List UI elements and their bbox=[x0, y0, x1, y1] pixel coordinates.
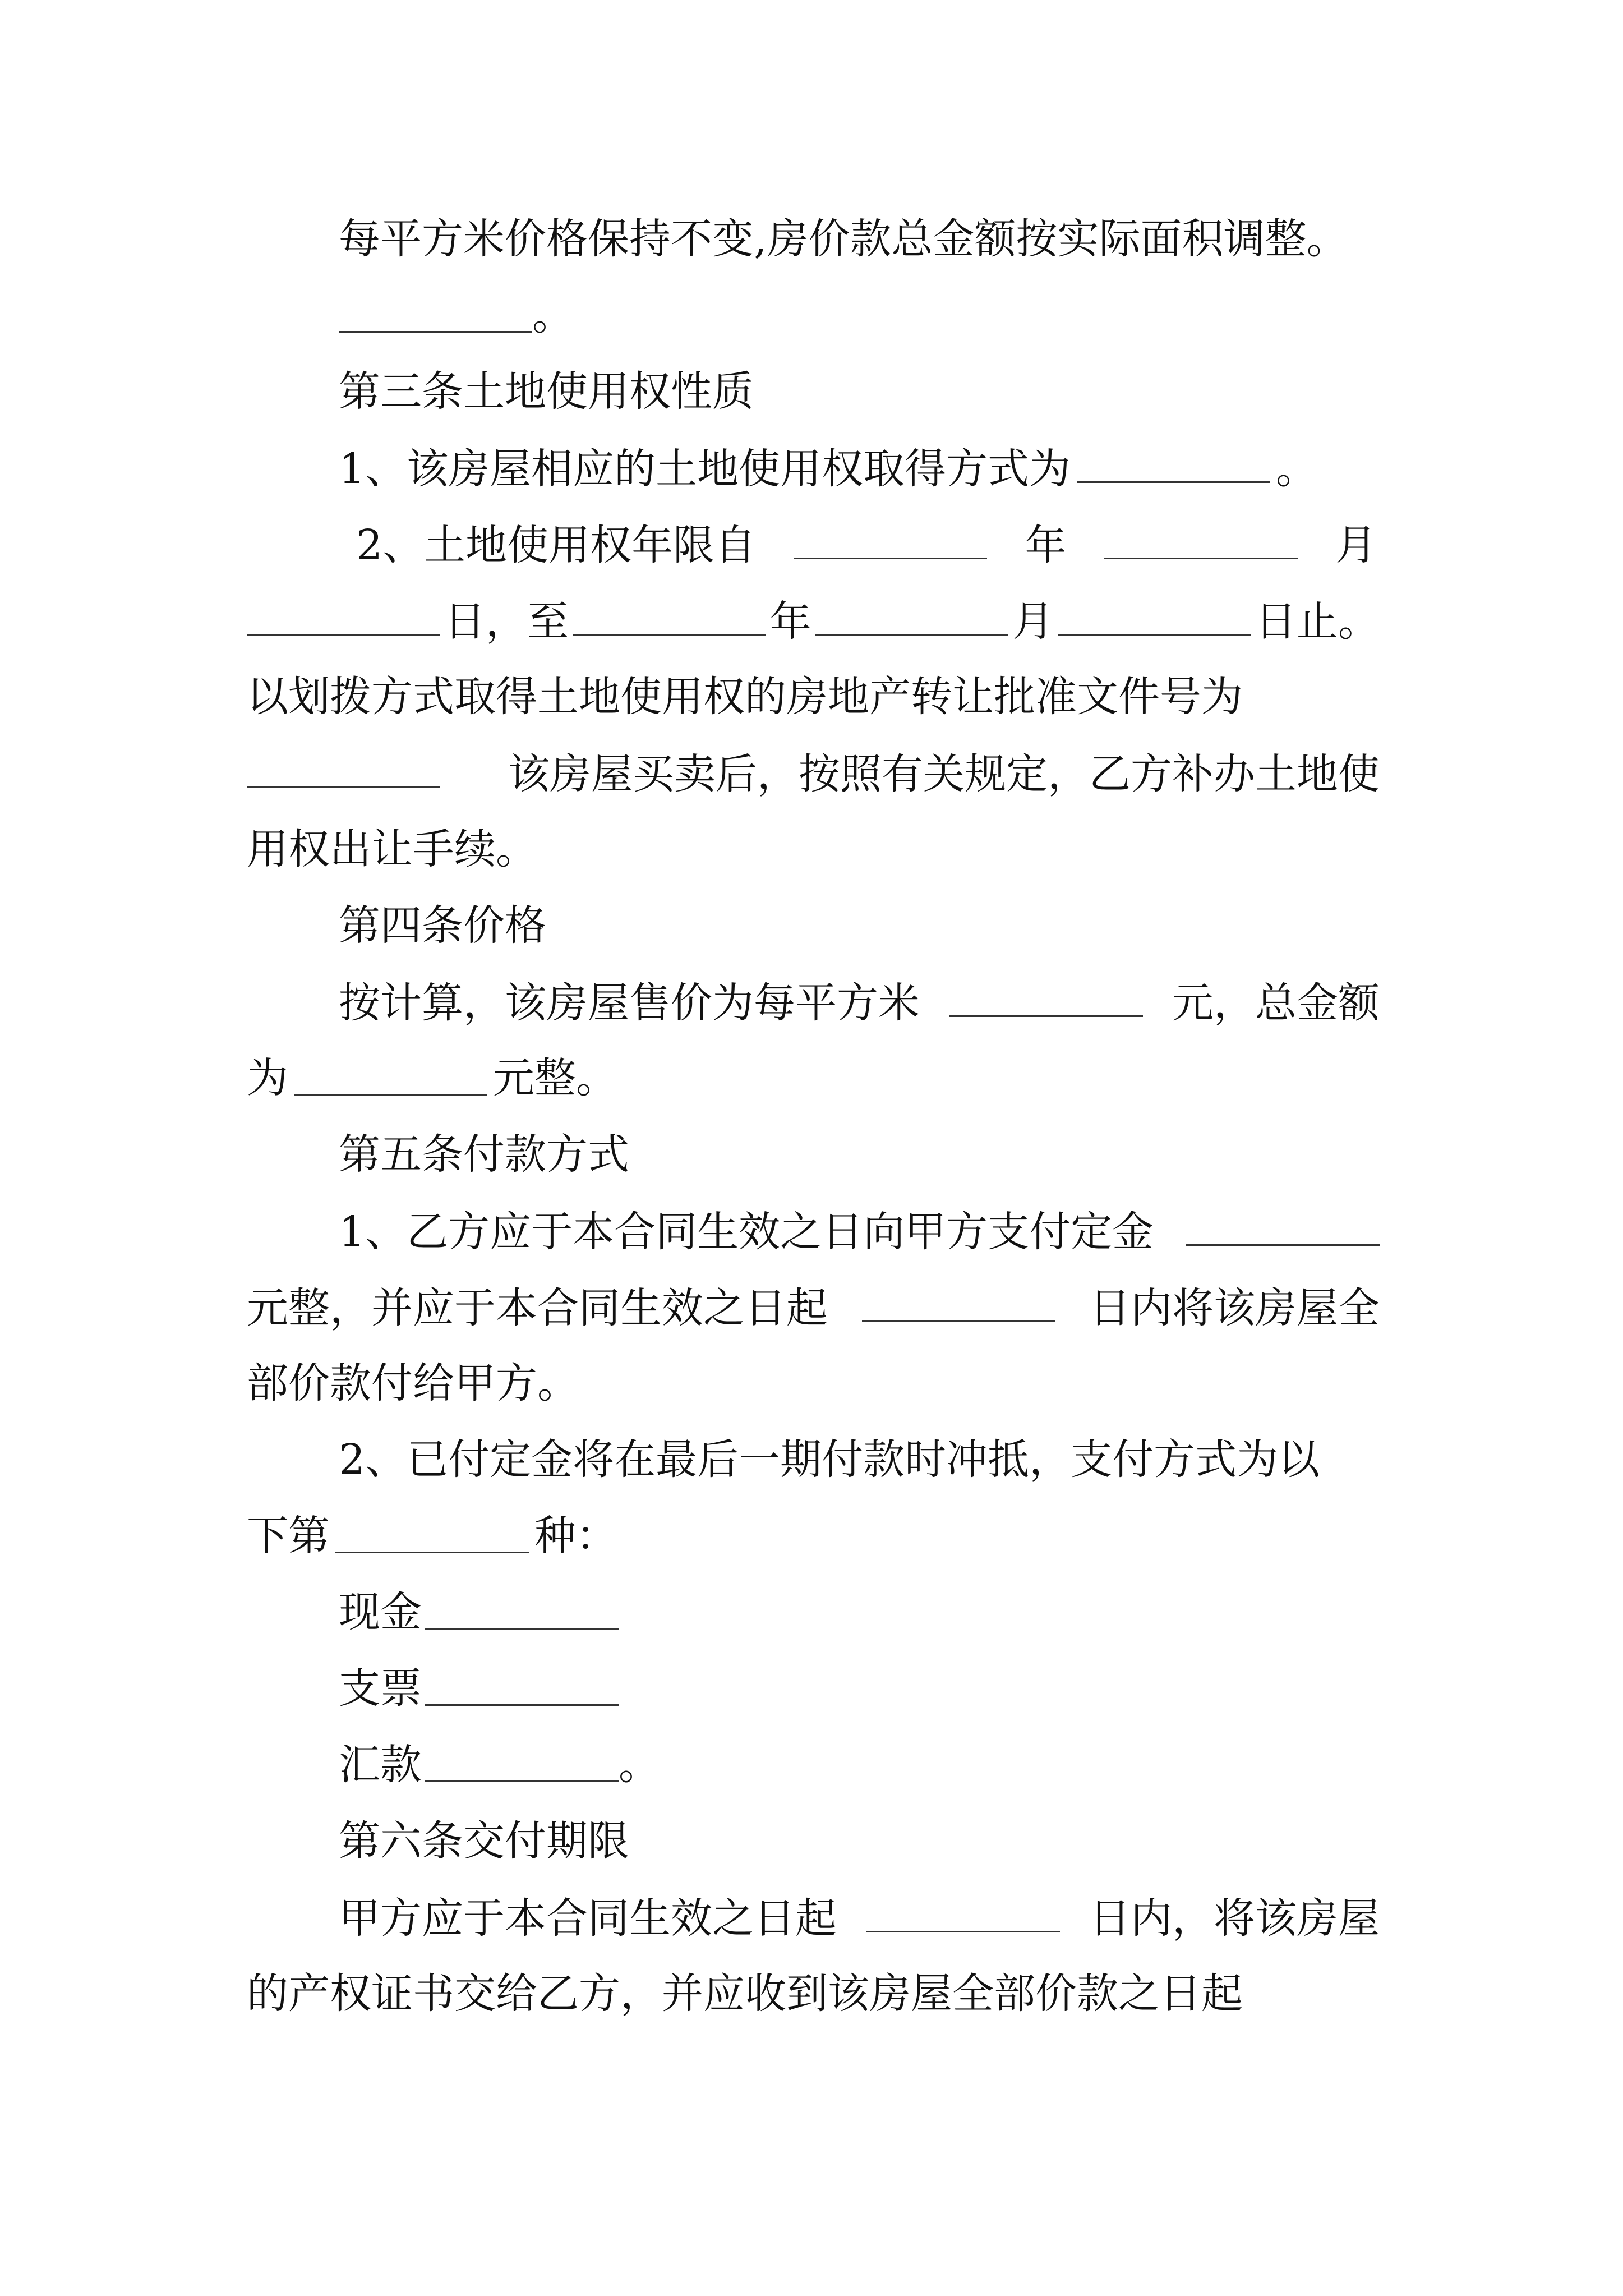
text-line-5 bbox=[356, 516, 1377, 573]
fill-blank bbox=[794, 516, 987, 559]
text-line-21 bbox=[339, 1737, 660, 1793]
text-segment: 。 bbox=[532, 291, 574, 339]
text-segment: 。 bbox=[1276, 445, 1317, 493]
section-heading-text: 第五条付款方式 bbox=[339, 1130, 629, 1179]
text-segment: 汇款 bbox=[339, 1741, 422, 1789]
fill-blank bbox=[815, 592, 1008, 636]
fill-blank bbox=[294, 1052, 487, 1096]
text-segment: 日止。 bbox=[1255, 597, 1380, 646]
text-segment: 种： bbox=[534, 1512, 617, 1560]
text-line-2 bbox=[339, 287, 574, 343]
fill-blank bbox=[425, 1586, 619, 1630]
text-segment: 元整。 bbox=[493, 1054, 617, 1102]
text-segment: 元整，并应于本合同生效之日起 bbox=[247, 1284, 828, 1332]
text-line-8 bbox=[247, 745, 1380, 802]
text-segment: 支票 bbox=[339, 1664, 422, 1713]
text-line-7 bbox=[247, 669, 1380, 725]
text-line-6 bbox=[247, 592, 1380, 650]
text-line-23 bbox=[339, 1889, 1380, 1947]
text-line-4 bbox=[339, 440, 1317, 497]
fill-blank bbox=[1077, 440, 1270, 483]
text-segment: 按计算，该房屋售价为每平方米 bbox=[339, 979, 920, 1027]
text-segment: 月 bbox=[1335, 521, 1377, 569]
text-segment: 现金 bbox=[339, 1588, 422, 1636]
fill-blank bbox=[862, 1279, 1055, 1322]
fill-blank bbox=[1186, 1203, 1380, 1246]
text-segment: 日内，将该房屋 bbox=[1089, 1894, 1380, 1943]
text-segment: 。 bbox=[619, 1741, 660, 1789]
text-line-18 bbox=[247, 1508, 617, 1564]
text-line-16 bbox=[247, 1355, 579, 1411]
text-line-20 bbox=[339, 1660, 619, 1717]
text-segment: 元，总金额 bbox=[1172, 979, 1380, 1027]
text-segment: 的产权证书交给乙方，并应收到该房屋全部价款之日起 bbox=[247, 1970, 1243, 2018]
text-segment: 1、该房屋相应的土地使用权取得方式为 bbox=[339, 445, 1071, 493]
text-segment: 为 bbox=[247, 1054, 288, 1102]
text-segment: 年 bbox=[1025, 521, 1067, 569]
text-segment: 部价款付给甲方。 bbox=[247, 1359, 579, 1407]
text-segment: 2、已付定金将在最后一期付款时冲抵，支付方式为以 bbox=[339, 1435, 1320, 1484]
text-segment: 以划拨方式取得土地使用权的房地产转让批准文件号为 bbox=[247, 673, 1243, 721]
text-segment: 1、乙方应于本合同生效之日向甲方支付定金 bbox=[339, 1208, 1154, 1256]
text-line-11 bbox=[339, 974, 1380, 1031]
fill-blank bbox=[573, 592, 766, 636]
text-segment: 该房屋买卖后，按照有关规定，乙方补办土地使 bbox=[508, 750, 1380, 798]
fill-blank bbox=[949, 974, 1143, 1017]
fill-blank bbox=[339, 289, 532, 333]
fill-blank bbox=[1058, 592, 1251, 636]
fill-blank bbox=[425, 1663, 619, 1706]
section-heading-text: 第三条土地使用权性质 bbox=[339, 367, 754, 416]
fill-blank bbox=[247, 592, 440, 636]
text-segment: 下第 bbox=[247, 1512, 330, 1560]
text-line-14 bbox=[339, 1203, 1380, 1260]
text-line-1 bbox=[339, 211, 1432, 267]
text-segment: 用权出让手续。 bbox=[247, 825, 537, 873]
fill-blank bbox=[1104, 516, 1298, 559]
text-line-12 bbox=[247, 1050, 617, 1106]
section-heading-text: 第四条价格 bbox=[339, 901, 546, 950]
text-line-19 bbox=[339, 1584, 619, 1640]
text-line-15 bbox=[247, 1279, 1380, 1336]
text-segment: 日，至 bbox=[444, 597, 569, 646]
text-line-9 bbox=[247, 821, 537, 877]
section-heading-6 bbox=[339, 1813, 629, 1869]
section-heading-4 bbox=[339, 898, 546, 954]
fill-blank bbox=[335, 1510, 529, 1553]
text-segment: 2、土地使用权年限自 bbox=[356, 521, 757, 569]
fill-blank bbox=[425, 1739, 619, 1782]
text-line-24 bbox=[247, 1966, 1380, 2022]
section-heading-3 bbox=[339, 364, 754, 420]
fill-blank bbox=[866, 1889, 1060, 1932]
text-segment: 甲方应于本合同生效之日起 bbox=[339, 1894, 837, 1943]
fill-blank bbox=[247, 745, 440, 788]
section-heading-text: 第六条交付期限 bbox=[339, 1817, 629, 1865]
section-heading-5 bbox=[339, 1126, 629, 1182]
text-segment: 月 bbox=[1012, 597, 1054, 646]
text-segment: 日内将该房屋全 bbox=[1089, 1284, 1380, 1332]
text-line-17 bbox=[339, 1432, 1380, 1488]
text-segment: 每平方米价格保持不变,房价款总金额按实际面积调整。 bbox=[339, 215, 1348, 263]
text-segment: 年 bbox=[769, 597, 811, 646]
